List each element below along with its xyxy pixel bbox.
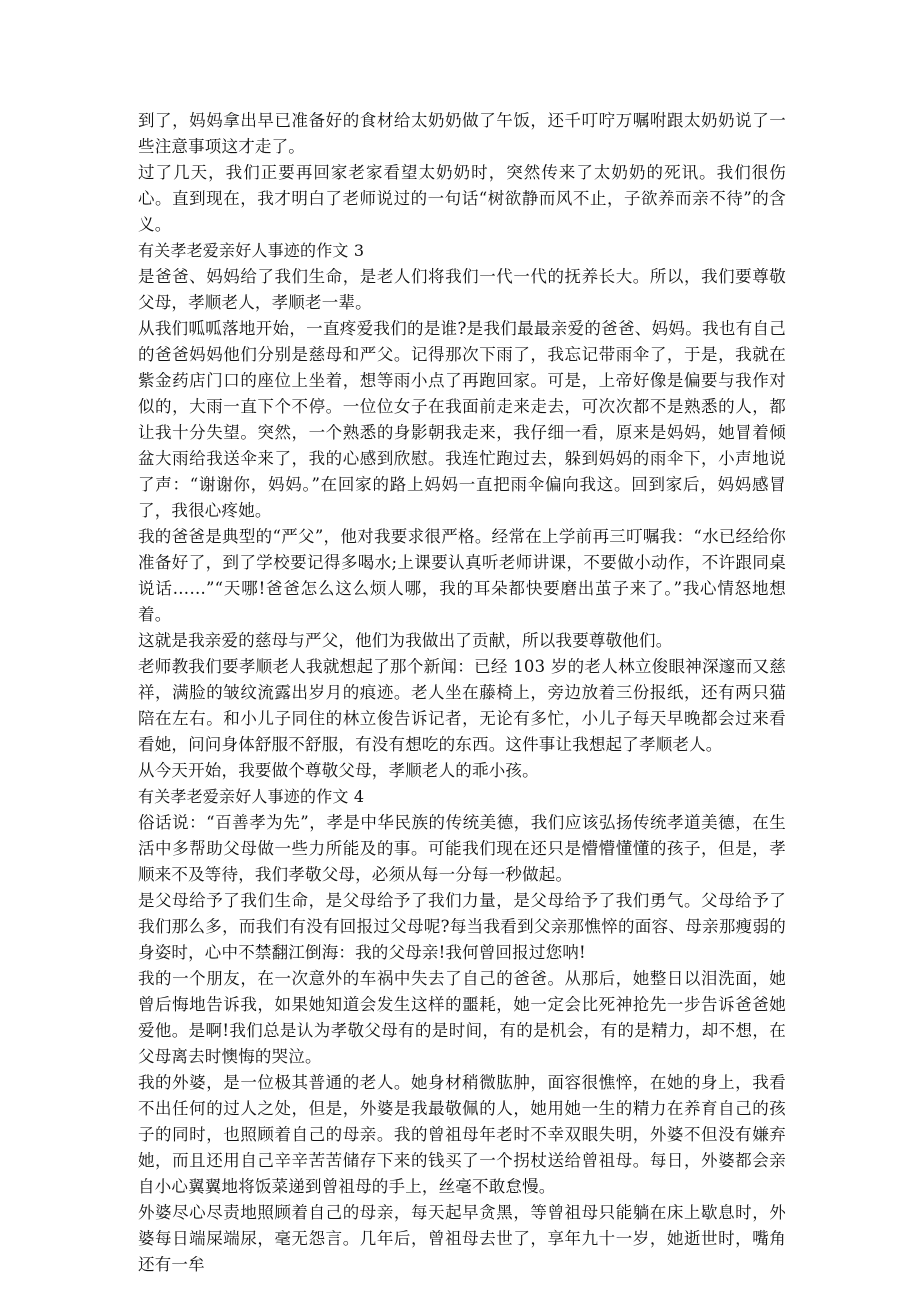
paragraph: 从今天开始，我要做个尊敬父母，孝顺老人的乖小孩。 [138,761,539,780]
paragraph: 老师教我们要孝顺老人我就想起了那个新闻：已经 103 岁的老人林立俊眼神深邃而又慈祥，满脸的皱纹流露出岁月的痕迹。老人坐在藤椅上，旁边放着三份报纸，还有两只猫陪在左右。和小儿子同住的林立俊告诉记者，无论有多忙，小儿子每天早晚都会过来看看她，问问身体舒服不舒服，有没有想吃的东西。这件事让我想起了孝顺老人。 [138,657,786,754]
section-heading: 有关孝老爱亲好人事迹的作文 4 [138,787,365,806]
paragraph: 我的外婆，是一位极其普通的老人。她身材稍微肱肿，面容很憔悴，在她的身上，我看不出任何的过人之处，但是，外婆是我最敬佩的人，她用她一生的精力在养育自己的孩子的同时，也照顾着自己的母亲。我的曾祖母年老时不幸双眼失明，外婆不但没有嫌弃她，而且还用自己辛辛苦苦储存下来的钱买了一个拐杖送给曾祖母。每日，外婆都会亲自小心翼翼地将饭菜递到曾祖母的手上，丝毫不敢怠慢。 [138,1073,786,1196]
paragraph: 我的一个朋友，在一次意外的车祸中失去了自己的爸爸。从那后，她整日以泪洗面，她曾后悔地告诉我，如果她知道会发生这样的噩耗，她一定会比死神抢先一步告诉爸爸她爱他。是啊!我们总是认为孝敬父母有的是时间，有的是机会，有的是精力，却不想，在父母离去时懊悔的哭泣。 [138,969,786,1066]
paragraph: 到了，妈妈拿出早已准备好的食材给太奶奶做了午饭，还千叮咛万嘱咐跟太奶奶说了一些注意事项这才走了。 [138,111,786,156]
paragraph: 是爸爸、妈妈给了我们生命，是老人们将我们一代一代的抚养长大。所以，我们要尊敬父母，孝顺老人，孝顺老一辈。 [138,267,786,312]
paragraph: 俗话说：“百善孝为先”，孝是中华民族的传统美德，我们应该弘扬传统孝道美德，在生活中多帮助父母做一些力所能及的事。可能我们现在还只是懵懵懂懂的孩子，但是，孝顺来不及等待，我们孝敬父母，必须从每一分每一秒做起。 [138,813,786,884]
paragraph: 我的爸爸是典型的“严父”，他对我要求很严格。经常在上学前再三叮嘱我：“水已经给你准备好了，到了学校要记得多喝水;上课要认真听老师讲课，不要做小动作，不许跟同桌说话……”“天哪!爸爸怎么这么烦人哪，我的耳朵都快要磨出茧子来了。”我心情怒地想着。 [138,527,786,624]
document-page [138,108,786,1278]
paragraph: 从我们呱呱落地开始，一直疼爱我们的是谁?是我们最最亲爱的爸爸、妈妈。我也有自己的爸爸妈妈他们分别是慈母和严父。记得那次下雨了，我忘记带雨伞了，于是，我就在紫金药店门口的座位上坐着，想等雨小点了再跑回家。可是，上帝好像是偏要与我作对似的，大雨一直下个不停。一位位女子在我面前走来走去，可次次都不是熟悉的人，都让我十分失望。突然，一个熟悉的身影朝我走来，我仔细一看，原来是妈妈，她冒着倾盆大雨给我送伞来了，我的心感到欣慰。我连忙跑过去，躲到妈妈的雨伞下，小声地说了声：“谢谢你，妈妈。”在回家的路上妈妈一直把雨伞偏向我这。回到家后，妈妈感冒了，我很心疼她。 [138,319,786,520]
paragraph: 过了几天，我们正要再回家老家看望太奶奶时，突然传来了太奶奶的死讯。我们很伤心。直到现在，我才明白了老师说过的一句话“树欲静而风不止，子欲养而亲不待”的含义。 [138,163,786,234]
paragraph: 外婆尽心尽责地照顾着自己的母亲，每天起早贪黑，等曾祖母只能躺在床上歇息时，外婆每日端屎端尿，毫无怨言。几年后，曾祖母去世了，享年九十一岁，她逝世时，嘴角还有一牟 [138,1203,786,1274]
paragraph: 这就是我亲爱的慈母与严父，他们为我做出了贡献，所以我要尊敬他们。 [138,631,673,650]
paragraph: 是父母给予了我们生命，是父母给予了我们力量，是父母给予了我们勇气。父母给予了我们那么多，而我们有没有回报过父母呢?每当我看到父亲那憔悴的面容、母亲那瘦弱的身姿时，心中不禁翻江倒海：我的父母亲!我何曾回报过您呐! [138,891,786,962]
section-heading: 有关孝老爱亲好人事迹的作文 3 [138,241,365,260]
